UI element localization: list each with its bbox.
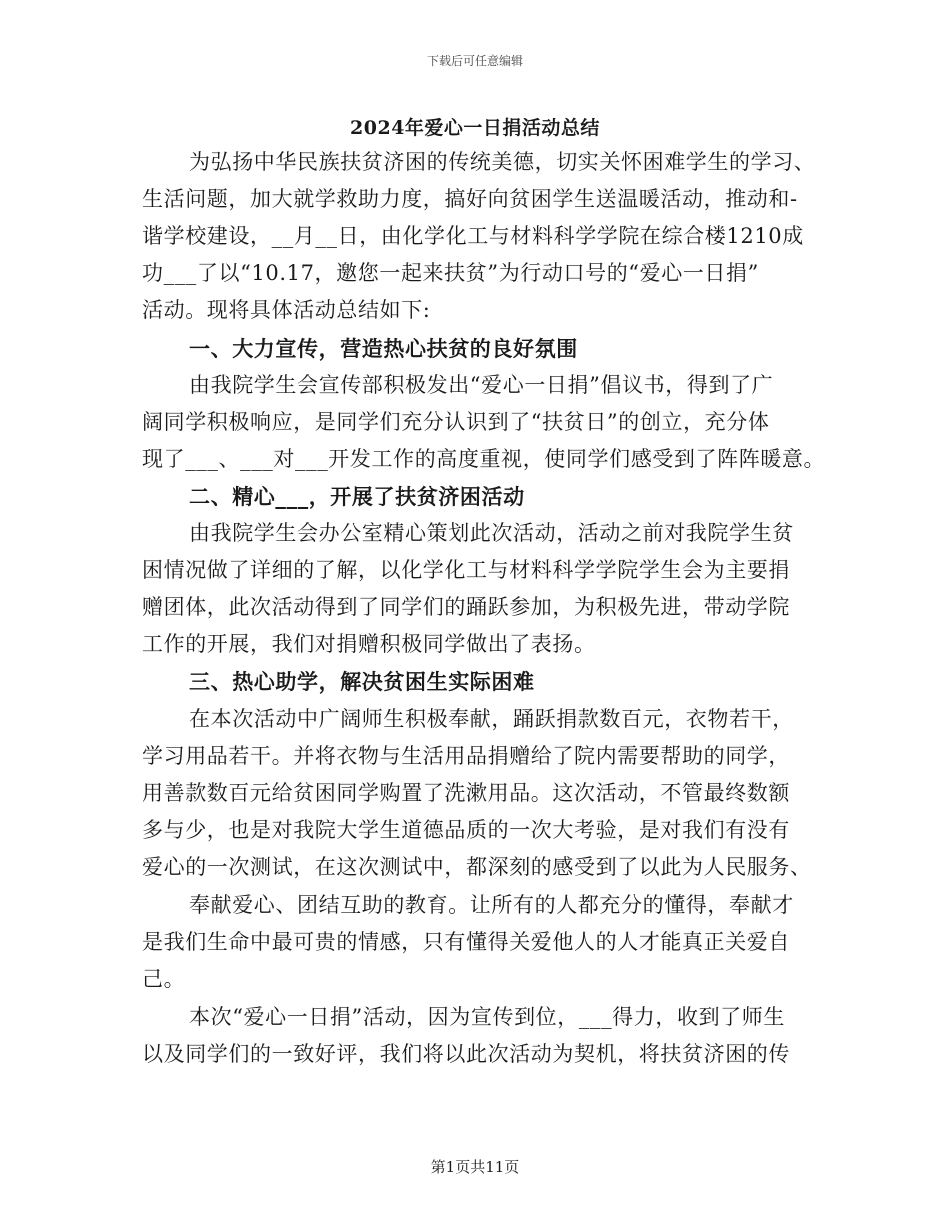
body-line: 是我们生命中最可贵的情感，只有懂得关爱他人的人才能真正关爱自	[142, 930, 790, 954]
body-line: 困情况做了详细的了解，以化学化工与材料科学学院学生会为主要捐	[142, 558, 790, 582]
body-line: 己。	[142, 967, 186, 991]
section-heading: 二、精心___，开展了扶贫济困活动	[189, 484, 525, 509]
body-line: 工作的开展，我们对捐赠积极同学做出了表扬。	[142, 632, 596, 656]
body-line: 赠团体，此次活动得到了同学们的踊跃参加，为积极先进，带动学院	[142, 595, 790, 619]
body-line: 爱心的一次测试，在这次测试中，都深刻的感受到了以此为人民服务、	[142, 855, 812, 879]
body-line: 阔同学积极响应，是同学们充分认识到了“扶贫日”的创立，充分体	[142, 410, 770, 434]
body-line: 学习用品若干。并将衣物与生活用品捐赠给了院内需要帮助的同学，	[142, 744, 790, 768]
page-number: 第1页共11页	[430, 1158, 520, 1176]
body-line: 功___了以“10.17，邀您一起来扶贫”为行动口号的“爱心一日捐”	[142, 261, 759, 285]
page-header-note: 下载后可任意编辑	[426, 54, 523, 68]
body-line: 在本次活动中广阔师生积极奉献，踊跃捐款数百元，衣物若干，	[189, 707, 794, 731]
body-line: 为弘扬中华民族扶贫济困的传统美德，切实关怀困难学生的学习、	[189, 150, 816, 174]
body-line: 由我院学生会办公室精心策划此次活动，活动之前对我院学生贫	[189, 521, 794, 545]
body-line: 本次“爱心一日捐”活动，因为宣传到位，___得力，收到了师生	[189, 1005, 785, 1029]
body-line: 由我院学生会宣传部积极发出“爱心一日捐”倡议书，得到了广	[189, 373, 774, 397]
section-heading: 一、大力宣传，营造热心扶贫的良好氛围	[189, 336, 578, 361]
body-line: 以及同学们的一致好评，我们将以此次活动为契机，将扶贫济困的传	[142, 1042, 790, 1066]
body-line: 用善款数百元给贫困同学购置了洗漱用品。这次活动，不管最终数额	[142, 781, 790, 805]
body-line: 奉献爱心、团结互助的教育。让所有的人都充分的懂得，奉献才	[189, 893, 794, 917]
body-line: 活动。现将具体活动总结如下:	[142, 298, 431, 322]
body-line: 谐学校建设，__月__日，由化学化工与材料科学学院在综合楼1210成	[142, 224, 804, 248]
body-line: 多与少，也是对我院大学生道德品质的一次大考验，是对我们有没有	[142, 818, 790, 842]
section-heading: 三、热心助学，解决贫困生实际困难	[189, 669, 535, 694]
body-line: 现了___、___对___开发工作的高度重视，使同学们感受到了阵阵暖意。	[142, 447, 826, 471]
body-line: 生活问题，加大就学救助力度，搞好向贫困学生送温暖活动，推动和-	[142, 187, 798, 211]
document-title: 2024年爱心一日捐活动总结	[350, 117, 600, 139]
